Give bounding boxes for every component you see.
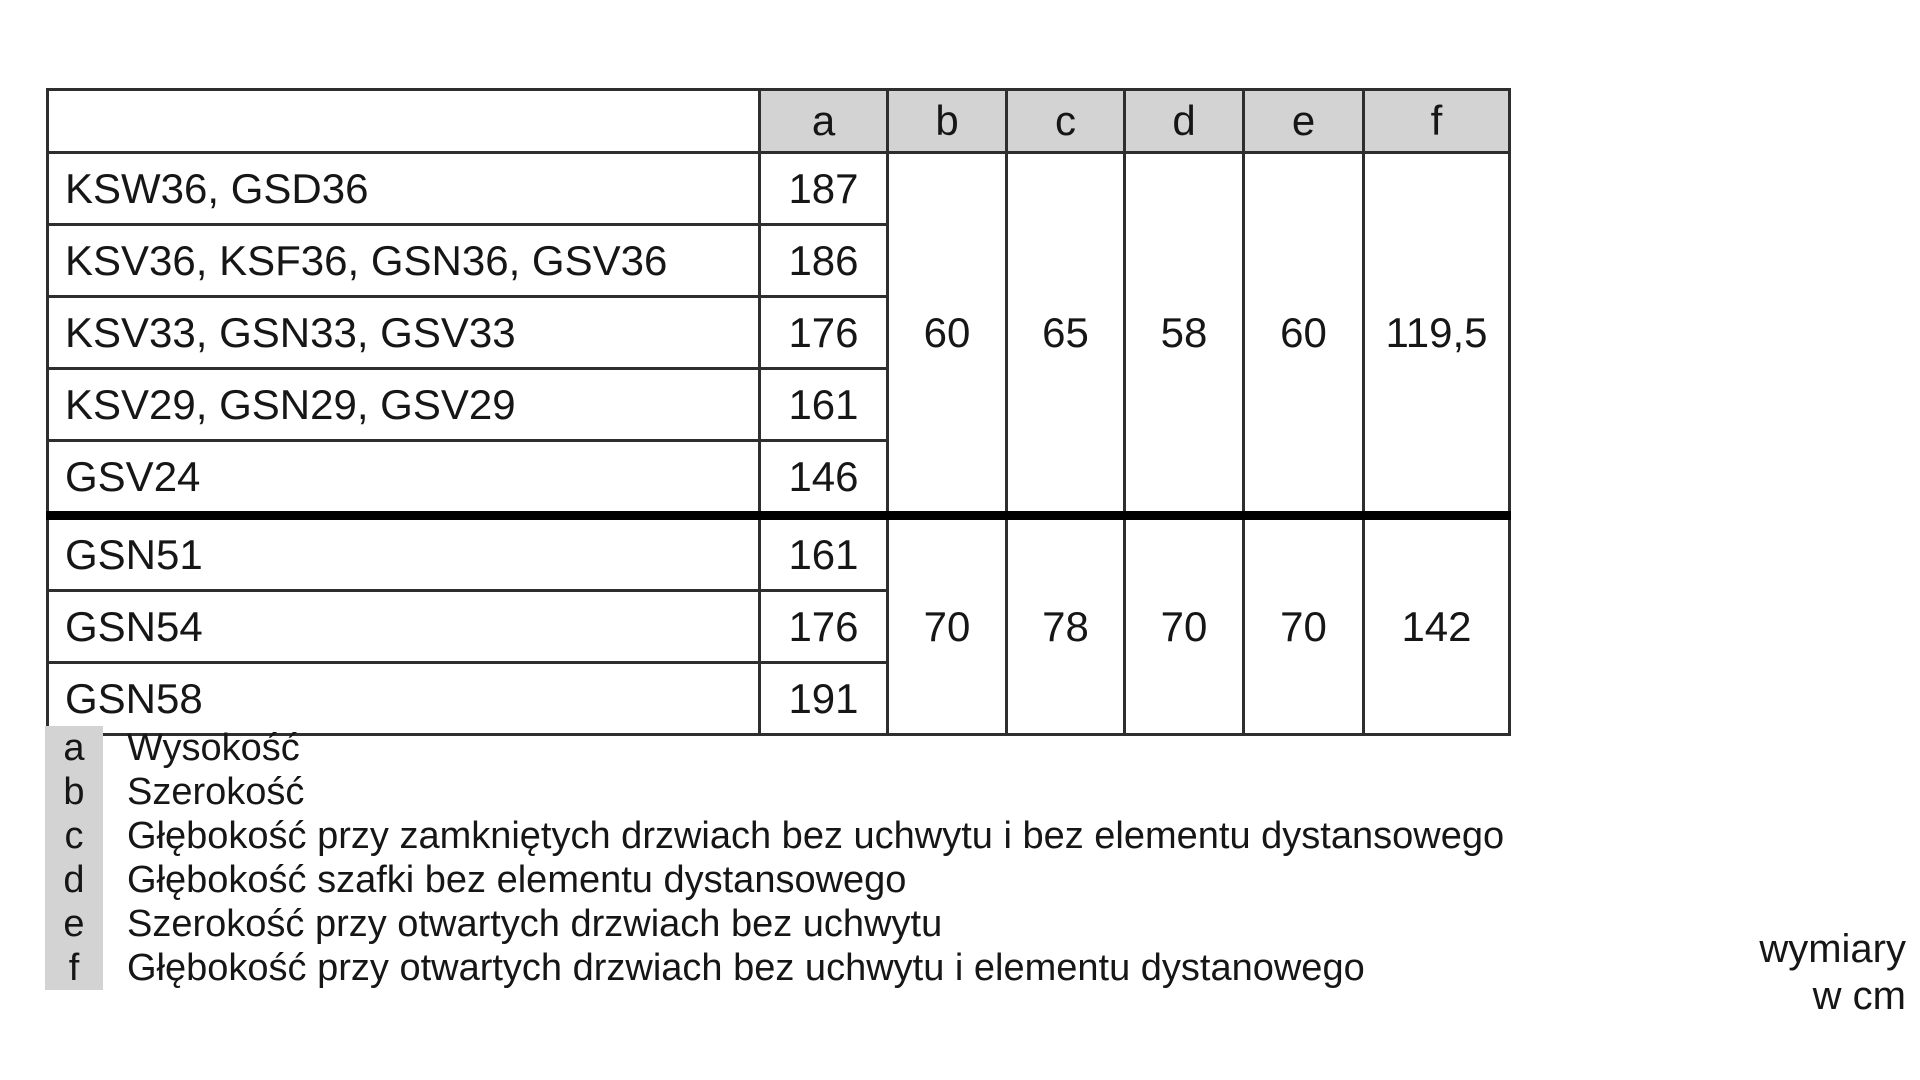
legend-label-c: Głębokość przy zamkniętych drzwiach bez uchwytu i bez elementu dystansowego	[127, 814, 1505, 857]
legend-label-e: Szerokość przy otwartych drzwiach bez uchwytu	[127, 902, 943, 945]
column-header-d: d	[1125, 90, 1244, 153]
legend	[45, 726, 1504, 990]
merged-b-cell: 70	[888, 516, 1007, 735]
table-row	[48, 153, 1510, 225]
legend-key-a: a	[45, 726, 103, 770]
legend-key-f: f	[45, 946, 103, 990]
column-header-e: e	[1244, 90, 1364, 153]
legend-item-d	[45, 858, 1504, 902]
legend-label-b: Szerokość	[127, 770, 305, 813]
unit-note	[1759, 926, 1906, 1020]
legend-item-e	[45, 902, 1504, 946]
corner-cell	[48, 90, 760, 153]
merged-f-cell: 119,5	[1364, 153, 1510, 516]
models-cell: KSV33, GSN33, GSV33	[48, 297, 760, 369]
merged-e-cell: 70	[1244, 516, 1364, 735]
legend-item-f	[45, 946, 1504, 990]
merged-f-cell: 142	[1364, 516, 1510, 735]
models-cell: GSN58	[48, 663, 760, 735]
merged-e-cell: 60	[1244, 153, 1364, 516]
value-a-cell: 176	[760, 297, 888, 369]
column-header-f: f	[1364, 90, 1510, 153]
merged-d-cell: 58	[1125, 153, 1244, 516]
legend-label-a: Wysokość	[127, 726, 300, 769]
models-cell: KSV36, KSF36, GSN36, GSV36	[48, 225, 760, 297]
legend-key-b: b	[45, 770, 103, 814]
value-a-cell: 161	[760, 516, 888, 591]
column-header-c: c	[1007, 90, 1125, 153]
legend-key-d: d	[45, 858, 103, 902]
legend-item-c	[45, 814, 1504, 858]
models-cell: KSW36, GSD36	[48, 153, 760, 225]
models-cell: GSN54	[48, 591, 760, 663]
merged-b-cell: 60	[888, 153, 1007, 516]
unit-note-line2: w cm	[1812, 974, 1906, 1019]
value-a-cell: 146	[760, 441, 888, 516]
value-a-cell: 191	[760, 663, 888, 735]
value-a-cell: 186	[760, 225, 888, 297]
legend-item-a	[45, 726, 1504, 770]
column-header-b: b	[888, 90, 1007, 153]
legend-label-d: Głębokość szafki bez elementu dystansowego	[127, 858, 907, 901]
models-cell: GSV24	[48, 441, 760, 516]
unit-note-line1: wymiary	[1759, 927, 1906, 971]
legend-item-b	[45, 770, 1504, 814]
header-row	[48, 90, 1510, 153]
models-cell: GSN51	[48, 516, 760, 591]
value-a-cell: 187	[760, 153, 888, 225]
value-a-cell: 176	[760, 591, 888, 663]
legend-key-c: c	[45, 814, 103, 858]
legend-key-e: e	[45, 902, 103, 946]
legend-label-f: Głębokość przy otwartych drzwiach bez uchwytu i elementu dystanowego	[127, 946, 1365, 989]
dimensions-table	[46, 88, 1511, 736]
merged-c-cell: 65	[1007, 153, 1125, 516]
table-row	[48, 516, 1510, 591]
merged-c-cell: 78	[1007, 516, 1125, 735]
models-cell: KSV29, GSN29, GSV29	[48, 369, 760, 441]
merged-d-cell: 70	[1125, 516, 1244, 735]
value-a-cell: 161	[760, 369, 888, 441]
column-header-a: a	[760, 90, 888, 153]
